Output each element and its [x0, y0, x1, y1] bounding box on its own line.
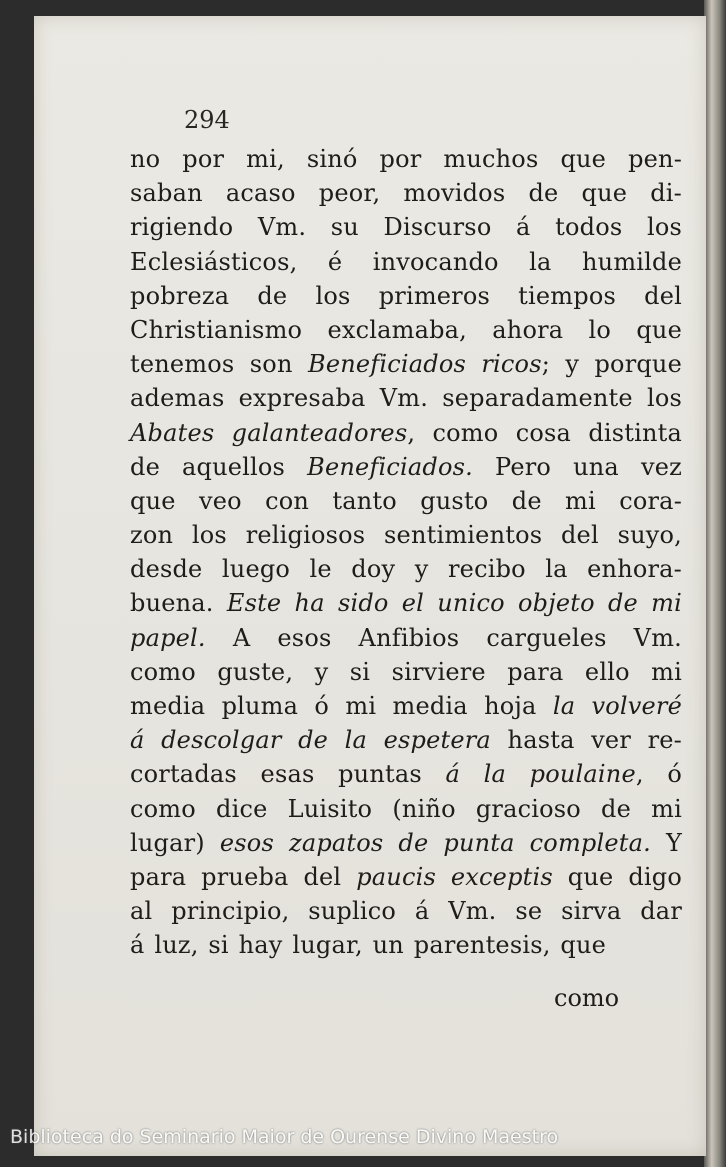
italic-text: papel. — [130, 623, 206, 652]
italic-text: á descolgar de la espetera — [130, 726, 491, 755]
line-text: á luz, si hay lugar, un parentesis, que — [130, 931, 607, 960]
text-line — [130, 860, 682, 894]
text-line — [130, 792, 682, 826]
line-text: rigiendo Vm. su Discurso á todos los — [130, 213, 682, 242]
line-text: que digo — [552, 862, 683, 891]
library-watermark: Biblioteca do Seminario Maior de Ourense Divino Maestro — [10, 1126, 559, 1148]
text-line — [130, 450, 682, 484]
italic-text: la volveré — [552, 692, 682, 720]
text-line — [130, 347, 682, 381]
line-text: saban acaso peor, movidos de que di- — [130, 179, 682, 208]
line-text: hasta ver re- — [490, 726, 682, 755]
line-text: no por mi, sinó por muchos que pen- — [130, 145, 682, 173]
line-text: A esos Anfibios cargueles Vm. — [205, 623, 682, 652]
line-text: lugar) — [130, 828, 220, 857]
text-line — [130, 894, 682, 928]
text-line — [130, 279, 682, 313]
italic-text: Abates galanteadores — [130, 418, 408, 447]
italic-text: Este ha sido el unico objeto de mi — [226, 589, 682, 618]
text-line — [130, 928, 682, 962]
text-line — [130, 655, 682, 689]
text-line — [130, 381, 682, 415]
line-text: de aquellos — [130, 452, 308, 481]
text-line — [130, 210, 682, 244]
text-line — [130, 518, 682, 552]
line-text: buena. — [130, 589, 227, 618]
text-line — [130, 689, 682, 723]
page-number: 294 — [184, 106, 230, 134]
line-text: para prueba del — [130, 862, 357, 891]
book-edge — [704, 0, 726, 1167]
text-line — [130, 142, 682, 176]
line-text: Eclesiásticos, é invocando la humilde — [130, 247, 682, 276]
line-text: ademas expresaba Vm. separadamente los — [130, 384, 682, 413]
catchword: como — [554, 984, 620, 1012]
text-line — [130, 416, 682, 450]
italic-text: esos zapatos de punta completa. — [219, 828, 651, 857]
line-text: como guste, y si sirviere para ello mi — [130, 657, 682, 686]
text-line — [130, 826, 682, 860]
line-text: cortadas esas puntas — [130, 760, 446, 789]
line-text: , como cosa distinta — [407, 418, 683, 447]
line-text: tenemos son — [130, 350, 308, 379]
body-text — [130, 142, 682, 963]
text-line — [130, 723, 682, 757]
text-line — [130, 313, 682, 347]
line-text: como dice Luisito (niño gracioso de mi — [130, 794, 682, 823]
text-line — [130, 484, 682, 518]
book-page — [34, 16, 706, 1156]
line-text: Pero una vez — [472, 452, 682, 481]
line-text: pobreza de los primeros tiempos del — [130, 281, 682, 310]
text-line — [130, 552, 682, 586]
text-line — [130, 621, 682, 655]
line-text: Christianismo exclamaba, ahora lo que — [130, 315, 682, 344]
text-line — [130, 586, 682, 620]
text-line — [130, 757, 682, 791]
line-text: desde luego le doy y recibo la enhora- — [130, 555, 682, 584]
line-text: que veo con tanto gusto de mi cora- — [130, 486, 682, 515]
italic-text: Beneficiados ricos — [307, 350, 542, 379]
line-text: Y — [650, 828, 683, 857]
text-line — [130, 176, 682, 210]
italic-text: á la poulaine — [445, 760, 636, 789]
italic-text: paucis exceptis — [356, 862, 553, 891]
line-text: media pluma ó mi media hoja — [130, 692, 553, 720]
line-text: al principio, suplico á Vm. se sirva dar — [130, 897, 682, 926]
italic-text: Beneficiados. — [307, 452, 473, 481]
line-text: zon los religiosos sentimientos del suyo, — [130, 521, 682, 550]
text-line — [130, 245, 682, 279]
line-text: , ó — [635, 760, 682, 789]
line-text: ; y porque — [541, 350, 682, 379]
